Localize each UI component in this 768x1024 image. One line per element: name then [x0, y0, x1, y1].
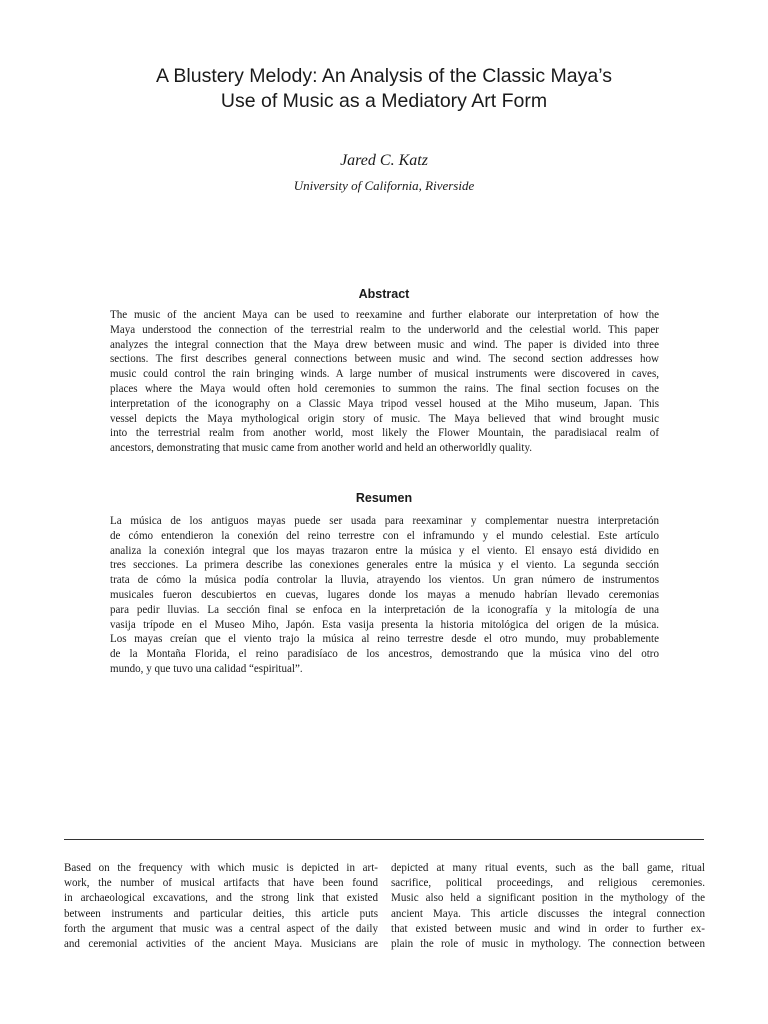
author-name: Jared C. Katz	[340, 152, 428, 169]
abstract-paragraph	[110, 308, 659, 456]
resumen-line: mundo, y que tuvo una calidad “espiritual”.	[110, 662, 303, 675]
abstract-line: music could control the rain bringing winds. A large number of musical instruments were discovered in caves,	[110, 368, 659, 381]
abstract-line: Maya understood the connection of the terrestrial realm to the underworld and the celestial world. This paper	[110, 323, 659, 336]
resumen-line: trata de cómo la música podía controlar la lluvia, atrayendo los vientos. Un gran número de instrumentos	[110, 574, 659, 587]
body-line: plain the role of music in mythology. The connection between	[391, 938, 705, 951]
body-line: in archaeological excavations, and the strong link that existed	[64, 892, 378, 905]
body-line: ancient Maya. This article discusses the integral connection	[391, 907, 705, 920]
body-line: depicted at many ritual events, such as the ball game, ritual	[391, 862, 705, 874]
title-line: Use of Music as a Mediatory Art Form	[220, 90, 548, 112]
resumen-line: analiza la conexión integral que los mayas trazaron entre la música y el viento. El ensayo está dividido en	[110, 544, 659, 557]
resumen-line: La música de los antiguos mayas puede ser usada para reexaminar y complementar nuestra interpretación	[110, 515, 659, 527]
abstract-line: vessel depicts the Maya mythological origin story of music. The Maya believed that wind brought music	[110, 412, 659, 425]
abstract-line: ancestors, demonstrating that music came from another world and held an otherworldly quality.	[110, 442, 533, 455]
body-line: sacrifice, political proceedings, and religious ceremonies.	[391, 877, 705, 890]
abstract-line: interpretation of the iconography on a Classic Maya tripod vessel housed at the Miho museum, Japan. This	[110, 397, 659, 410]
abstract-line: analyzes the integral connection that the Maya drew between music and wind. The paper is divided into three	[110, 338, 659, 351]
author-affiliation: University of California, Riverside	[293, 178, 475, 193]
abstract-line: sections. The first describes general connections between music and wind. The second section addresses how	[110, 353, 659, 366]
body-line: forth the argument that music was a central aspect of the daily	[64, 922, 378, 935]
abstract-line: into the terrestrial realm from another world, most likely the Flower Mountain, the paradisiacal realm of	[110, 427, 659, 440]
resumen-line: para pedir lluvias. La sección final se enfoca en la interpretación de la iconografía y la mitología de una	[110, 603, 659, 616]
section-divider	[64, 839, 704, 840]
body-line: and ceremonial activities of the ancient Maya. Musicians are	[64, 938, 378, 951]
resumen-line: musicales fueron descubiertos en cuevas, lugares donde los mayas a menudo habrían llevado ceremonias	[110, 588, 659, 601]
resumen-line: Los mayas creían que el viento trajo la música al reino terrestre desde el otro mundo, muy probablemente	[110, 633, 659, 646]
body-line: work, the number of musical artifacts that have been found	[64, 877, 378, 890]
body-column-left	[64, 861, 378, 952]
body-column-right	[391, 861, 705, 952]
title-line: A Blustery Melody: An Analysis of the Classic Maya’s	[156, 65, 612, 87]
abstract-heading: Abstract	[358, 287, 410, 301]
resumen-line: de cómo entendieron la conexión del reino terrestre con el inframundo y el mundo celestial. Este artículo	[110, 529, 659, 542]
body-line: that existed between music and wind in order to further ex-	[391, 922, 705, 935]
abstract-line: The music of the ancient Maya can be used to reexamine and further elaborate our interpretation of how the	[110, 309, 659, 321]
resumen-paragraph	[110, 514, 659, 677]
paper-title	[64, 64, 704, 114]
resumen-line: tres secciones. La primera describe las conexiones generales entre la música y el viento. La segunda sección	[110, 559, 659, 572]
body-line: between instruments and particular deities, this article puts	[64, 907, 378, 920]
body-line: Music also held a significant position in the mythology of the	[391, 892, 705, 905]
abstract-line: places where the Maya would often hold ceremonies to summon the rains. The final section focuses on the	[110, 382, 659, 395]
body-line: Based on the frequency with which music is depicted in art-	[64, 862, 378, 874]
resumen-heading: Resumen	[355, 491, 413, 505]
resumen-line: vasija trípode en el Museo Miho, Japón. Esta vasija presenta la historia mitológica del origen de la música.	[110, 618, 659, 631]
resumen-line: de la Montaña Florida, el reino paradisíaco de los ancestros, demostrando que la música vino del otro	[110, 648, 659, 661]
